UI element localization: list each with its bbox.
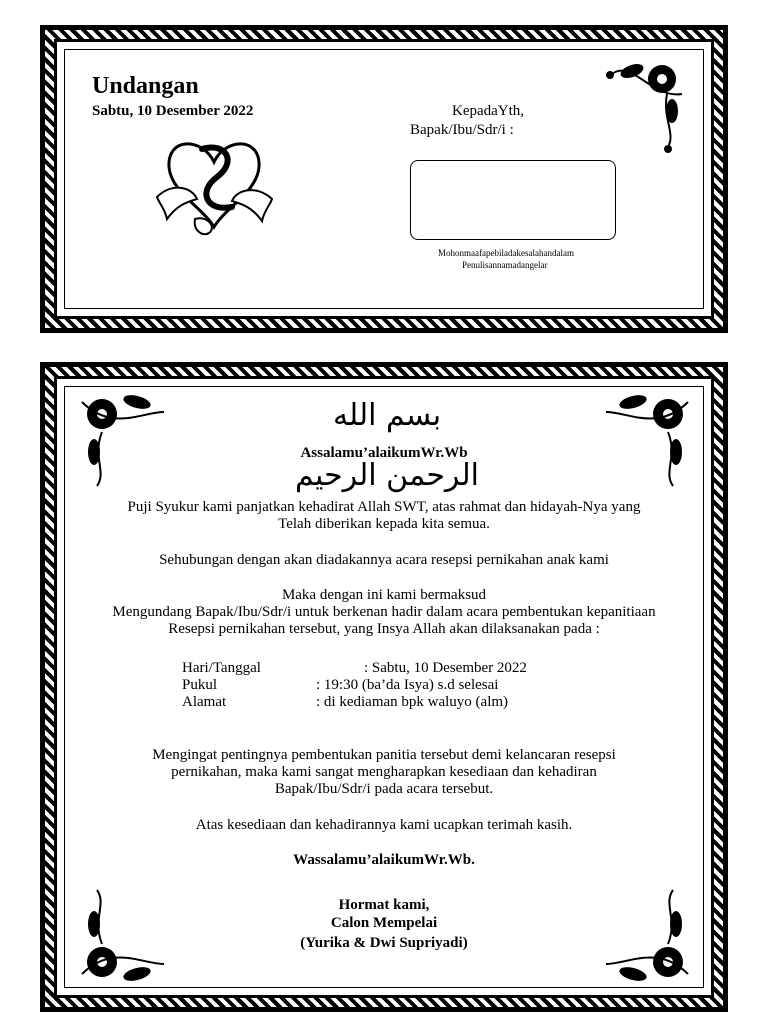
envelope-title: Undangan <box>92 73 199 99</box>
signature-line-2: Calon Mempelai <box>330 915 438 931</box>
detail-value-time: : 19:30 (ba’da Isya) s.d selesai <box>316 677 499 693</box>
detail-label-address: Alamat <box>182 694 227 710</box>
signature-line-1: Hormat kami, <box>338 897 430 913</box>
detail-value-date: : Sabtu, 10 Desember 2022 <box>364 660 527 676</box>
closing-greeting: Wassalamu’alaikumWr.Wb. <box>293 852 475 868</box>
envelope-card <box>40 25 728 333</box>
heart-doves-icon <box>147 127 282 242</box>
floral-corner-icon <box>72 382 172 492</box>
invitation-letter <box>40 362 728 1012</box>
paragraph-3-line-2: Mengundang Bapak/Ibu/Sdr/i untuk berkenan hadir dalam acara pembentukan kepanitiaan <box>112 604 656 620</box>
greeting: Assalamu’alaikumWr.Wb <box>300 445 468 461</box>
detail-value-address: : di kediaman bpk waluyo (alm) <box>316 694 509 710</box>
paragraph-4-line-2: pernikahan, maka kami sangat mengharapkan kesediaan dan kehadiran <box>171 764 597 780</box>
recipient-label: Bapak/Ibu/Sdr/i : <box>410 122 514 138</box>
floral-corner-icon <box>592 49 692 159</box>
apology-note-line1: Mohonmaafapebiladakesalahandalam <box>438 248 574 258</box>
apology-note-line2: Penulisannamadangelar <box>462 260 548 270</box>
address-box[interactable] <box>410 160 616 240</box>
recipient-heading: KepadaYth, <box>452 103 525 119</box>
paragraph-4-line-3: Bapak/Ibu/Sdr/i pada acara tersebut. <box>274 781 494 797</box>
bismillah-calligraphy: بسم الله الرحمن الرحيم <box>295 398 479 493</box>
signature-names: (Yurika & Dwi Supriyadi) <box>300 935 468 951</box>
envelope-date: Sabtu, 10 Desember 2022 <box>92 103 254 119</box>
paragraph-4-line-1: Mengingat pentingnya pembentukan panitia tersebut demi kelancaran resepsi <box>152 747 616 763</box>
paragraph-5: Atas kesediaan dan kehadirannya kami ucapkan terimah kasih. <box>195 817 573 833</box>
paragraph-2: Sehubungan dengan akan diadakannya acara resepsi pernikahan anak kami <box>159 552 609 568</box>
paragraph-3-line-3: Resepsi pernikahan tersebut, yang Insya Allah akan dilaksanakan pada : <box>168 621 600 637</box>
paragraph-3-line-1: Maka dengan ini kami bermaksud <box>281 587 487 603</box>
detail-label-date: Hari/Tanggal <box>182 660 261 676</box>
detail-label-time: Pukul <box>182 677 218 693</box>
floral-corner-icon <box>598 382 698 492</box>
paragraph-1-line-2: Telah diberikan kepada kita semua. <box>278 516 490 532</box>
paragraph-1-line-1: Puji Syukur kami panjatkan kehadirat Allah SWT, atas rahmat dan hidayah-Nya yang <box>127 499 641 515</box>
